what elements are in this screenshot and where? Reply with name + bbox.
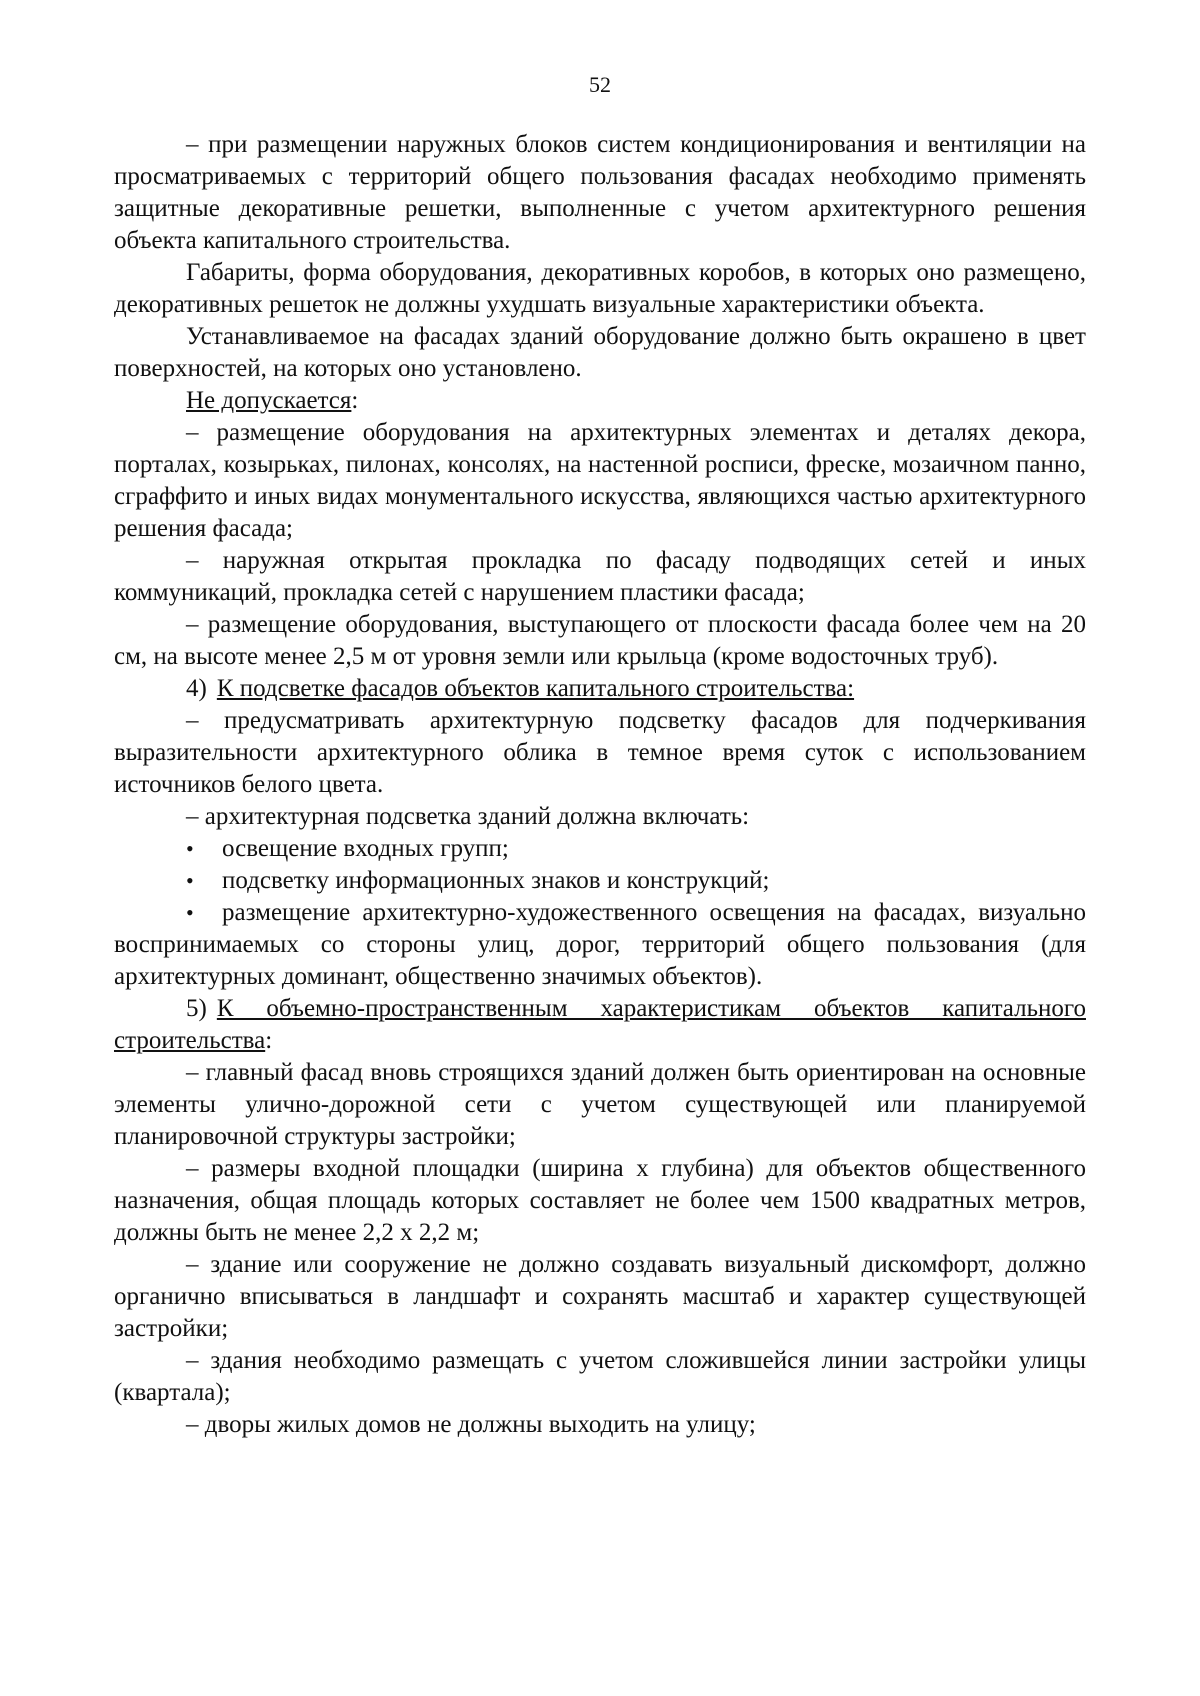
paragraph-courtyards: – дворы жилых домов не должны выходить на улицу; (186, 1411, 756, 1438)
page-number: 52 (589, 72, 611, 97)
not-allowed-heading-text: Не допускается (186, 387, 352, 414)
bullet-item-artistic-lighting (114, 897, 1086, 993)
paragraph-external-networks: – наружная открытая прокладка по фасаду подводящих сетей и иных коммуникаций, прокладка сетей с нарушением пластики фасада; (114, 547, 1086, 606)
paragraph-dimensions: Габариты, форма оборудования, декоративных коробов, в которых оно размещено, декоративных решеток не должны ухудшать визуальные характеристики объекта. (114, 259, 1086, 318)
document-body (114, 129, 1086, 1441)
bullet-text: подсветку информационных знаков и конструкций; (222, 867, 770, 894)
paragraph-ac-grilles: – при размещении наружных блоков систем кондиционирования и вентиляции на просматриваемых с территорий общего пользования фасадах необходимо применять защитные декоративные решетки, выполненные с учетом архитектурного решения объекта капитального строительства. (114, 131, 1086, 254)
bullet-icon: • (186, 868, 194, 893)
section-5-title: К объемно-пространственным характеристикам объектов капитального строительства (114, 995, 1086, 1054)
paragraph-protruding-equipment: – размещение оборудования, выступающего от плоскости фасада более чем на 20 см, на высоте менее 2,5 м от уровня земли или крыльца (кроме водосточных труб). (114, 611, 1086, 670)
section-5-heading (114, 993, 1086, 1057)
not-allowed-heading (114, 385, 1086, 417)
paragraph-main-facade: – главный фасад вновь строящихся зданий должен быть ориентирован на основные элементы улично-дорожной сети с учетом существующей или планируемой планировочной структуры застройки; (114, 1059, 1086, 1150)
section-4-heading (114, 673, 1086, 705)
paragraph-equipment-color: Устанавливаемое на фасадах зданий оборудование должно быть окрашено в цвет поверхностей, на которых оно установлено. (114, 323, 1086, 382)
section-5-number: 5) (186, 995, 207, 1022)
bullet-icon: • (186, 836, 194, 861)
section-4-title: К подсветке фасадов объектов капитального строительства: (216, 675, 855, 702)
paragraph-decor-placement: – размещение оборудования на архитектурных элементах и деталях декора, порталах, козырьках, пилонах, консолях, на настенной росписи, фреске, мозаичном панно, сграффито и иных видах монументального искусства, являющихся частью архитектурного решения фасада; (114, 419, 1086, 542)
bullet-text: размещение архитектурно-художественного освещения на фасадах, визуально воспринимаемых со стороны улиц, дорог, территорий общего пользования (для архитектурных доминант, общественно значимых объектов). (114, 899, 1086, 990)
paragraph-lighting-provision: – предусматривать архитектурную подсветку фасадов для подчеркивания выразительности архитектурного облика в темное время суток с использованием источников белого цвета. (114, 707, 1086, 798)
not-allowed-heading-colon: : (351, 387, 359, 414)
bullet-item-sign-lighting (114, 865, 1086, 897)
bullet-item-entrance-lighting (114, 833, 1086, 865)
bullet-icon: • (186, 900, 194, 925)
section-4-number: 4) (186, 675, 207, 702)
paragraph-entrance-area: – размеры входной площадки (ширина х глубина) для объектов общественного назначения, общая площадь которых составляет не более чем 1500 квадратных метров, должны быть не менее 2,2 х 2,2 м; (114, 1155, 1086, 1246)
bullet-text: освещение входных групп; (222, 835, 509, 862)
paragraph-lighting-include: – архитектурная подсветка зданий должна включать: (186, 803, 750, 830)
section-5-colon: : (265, 1027, 273, 1054)
paragraph-building-line: – здания необходимо размещать с учетом сложившейся линии застройки улицы (квартала); (114, 1347, 1086, 1406)
paragraph-visual-comfort: – здание или сооружение не должно создавать визуальный дискомфорт, должно органично вписываться в ландшафт и сохранять масштаб и характер существующей застройки; (114, 1251, 1086, 1342)
